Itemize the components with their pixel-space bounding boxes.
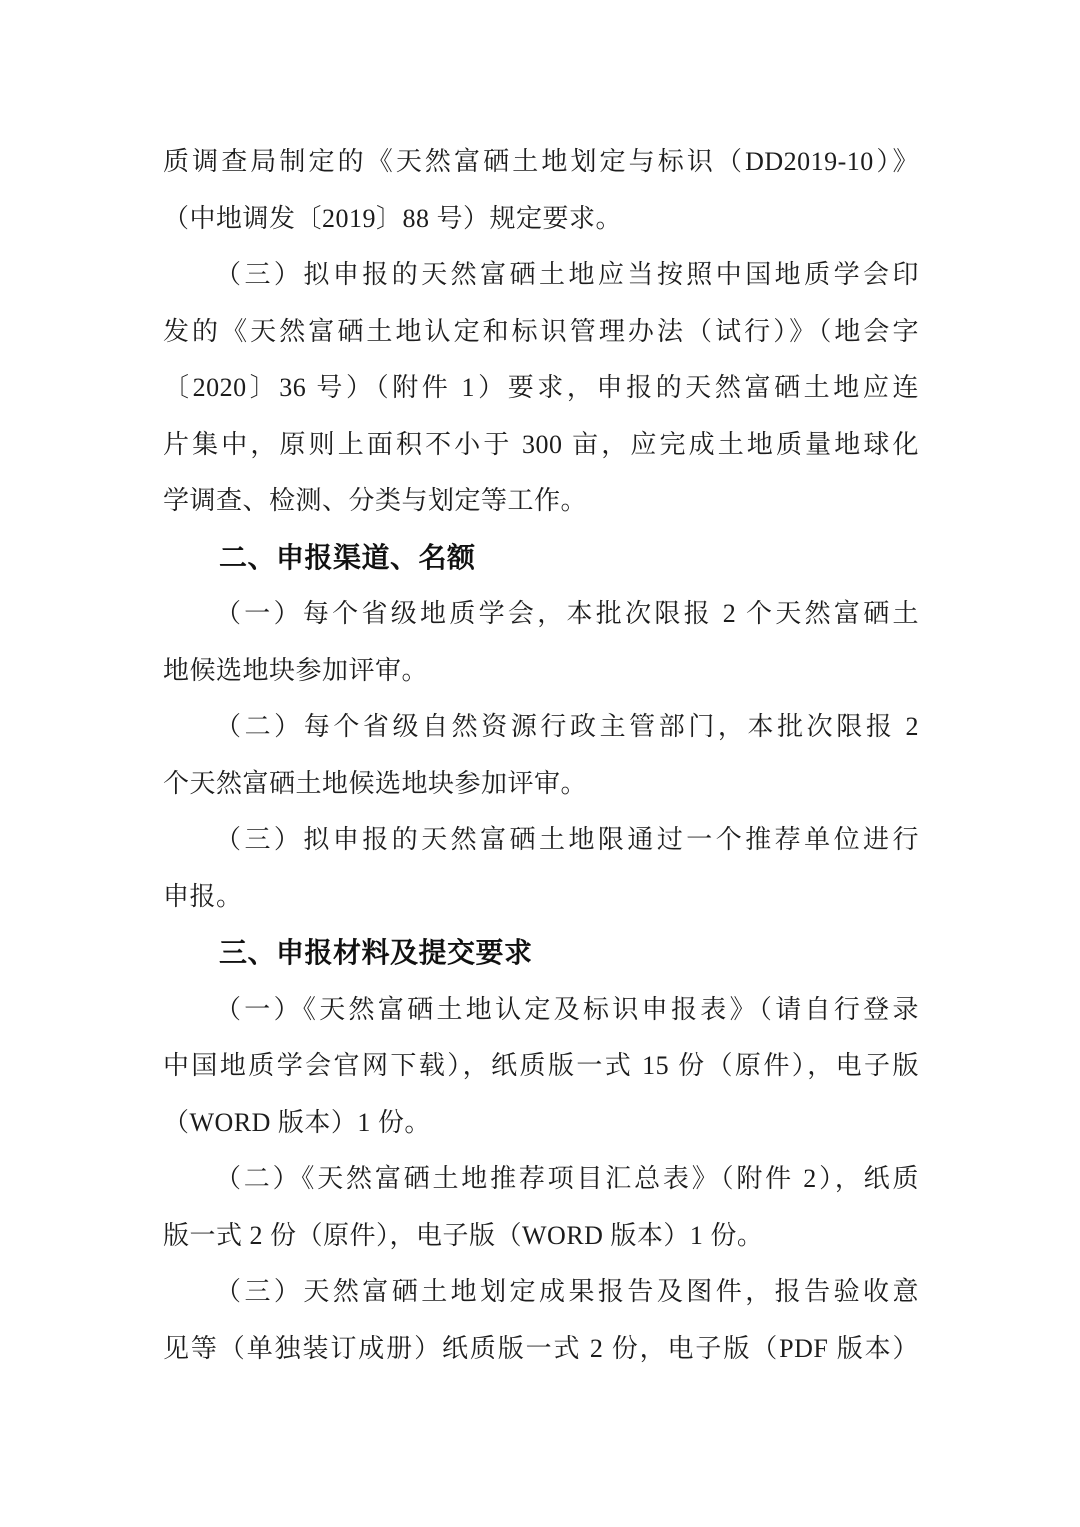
text-line: 〔2020〕36 号）（附件 1）要求，申报的天然富硒土地应连: [163, 373, 919, 402]
text-line: （三）天然富硒土地划定成果报告及图件，报告验收意: [215, 1277, 919, 1306]
text-line: 申报。: [163, 881, 243, 911]
text-line: 地候选地块参加评审。: [163, 655, 429, 685]
text-line: 见等（单独装订成册）纸质版一式 2 份，电子版（PDF 版本）: [163, 1333, 919, 1363]
text-line: 学调查、检测、分类与划定等工作。: [163, 486, 588, 515]
text-line: （二）每个省级自然资源行政主管部门，本批次限报 2: [215, 712, 919, 741]
text-line: 版一式 2 份（原件），电子版（WORD 版本）1 份。: [163, 1220, 764, 1250]
document-body: [163, 134, 919, 1377]
text-line: 质调查局制定的《天然富硒土地划定与标识（DD2019-10）》: [163, 147, 919, 176]
text-line: （三）拟申报的天然富硒土地限通过一个推荐单位进行: [215, 825, 919, 854]
text-line: 中国地质学会官网下载），纸质版一式 15 份（原件），电子版: [163, 1051, 919, 1080]
section-heading: 二、申报渠道、名额: [219, 541, 476, 573]
text-line: 个天然富硒土地候选地块参加评审。: [163, 768, 588, 798]
text-line: （中地调发〔2019〕88 号）规定要求。: [163, 203, 623, 233]
text-line: （一）《天然富硒土地认定及标识申报表》（请自行登录: [215, 994, 919, 1024]
text-line: （一）每个省级地质学会，本批次限报 2 个天然富硒土: [215, 599, 919, 628]
text-line: （二）《天然富硒土地推荐项目汇总表》（附件 2），纸质: [215, 1164, 919, 1193]
text-line: 片集中，原则上面积不小于 300 亩，应完成土地质量地球化: [163, 429, 919, 459]
section-heading: 三、申报材料及提交要求: [219, 937, 533, 968]
text-line: 发的《天然富硒土地认定和标识管理办法（试行）》（地会字: [163, 316, 919, 346]
text-line: （三）拟申报的天然富硒土地应当按照中国地质学会印: [215, 260, 919, 289]
text-line: （WORD 版本）1 份。: [163, 1107, 431, 1137]
